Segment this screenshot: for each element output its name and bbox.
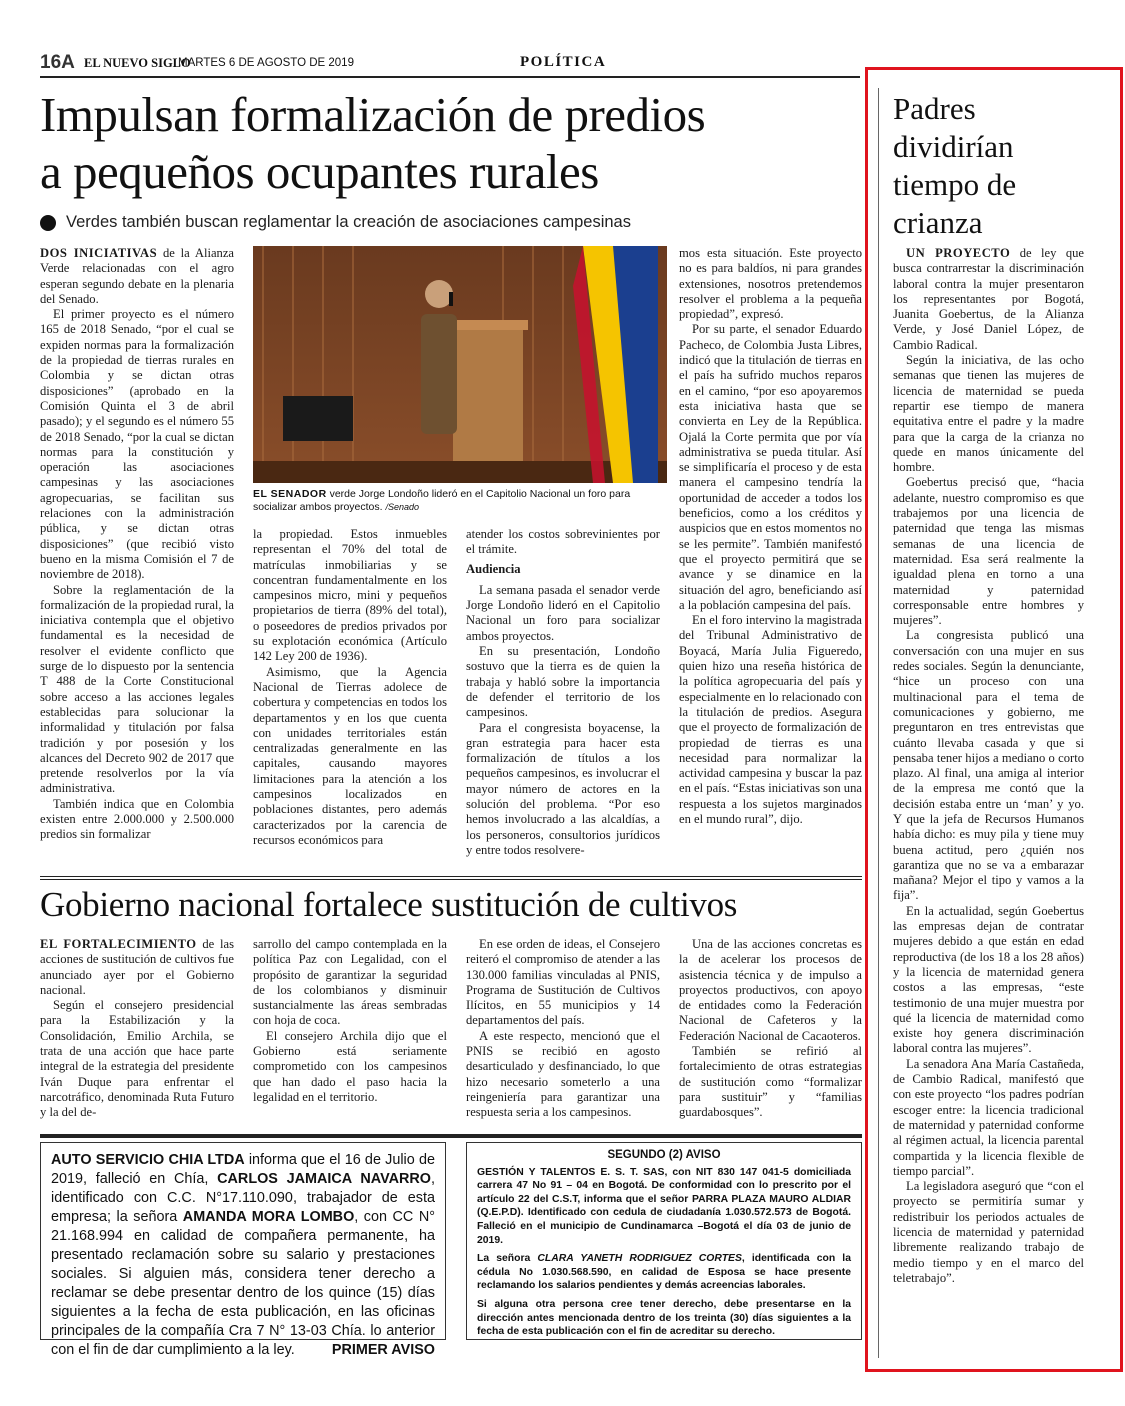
article1-paragraph: Para el congresista boyacense, la gran estrategia para hacer esta formalización de títulos a los pequeños campesinos, es involucrar el mayor número de actores en la solución del problema. “Por eso hemos involucrado a las alcaldías, a los personeros, consultorios jurídicos y entre todos resolvere- — [466, 720, 660, 857]
article1-lead: DOS INICIATIVAS — [40, 246, 158, 260]
article2-paragraph: Una de las acciones concretas es la de acelerar los procesos de asistencia técnica y de impulso a proyectos productivos, con apoyo de entidades como la Federación Nacional de Cafeteros y la Federación Nacional de Cacaoteros. — [679, 937, 862, 1043]
issue-date: MARTES 6 DE AGOSTO DE 2019 — [178, 57, 354, 69]
notice1-deceased: CARLOS JAMAICA NAVARRO — [217, 1171, 432, 1187]
article2-paragraph: En ese orden de ideas, el Consejero reiteró el compromiso de atender a las 130.000 familias vinculadas al PNIS, Programa de Sustitución de Cultivos Ilícitos, en 55 municipios y 14 departamentos del país. — [466, 937, 660, 1028]
article1-subheading: Audiencia — [466, 561, 521, 576]
article1-column-1 — [40, 246, 234, 843]
notice2-claimant: CLARA YANETH RODRIGUEZ CORTES — [537, 1253, 742, 1265]
notice2-id: 1.030.568.590 — [542, 1266, 609, 1278]
article1-paragraph: atender los costos sobrevinientes por el trámite. — [466, 527, 660, 557]
article2-column-3 — [466, 937, 660, 1121]
article1-subhead: Verdes también buscan reglamentar la creación de asociaciones campesinas — [66, 213, 631, 231]
sidebar-lead: UN PROYECTO — [906, 246, 1011, 260]
article1-headline-line1: Impulsan formalización de predios — [40, 87, 706, 142]
notice1-text: , con CC N° 21.168.994 en calidad de compañera permanente, ha presentado reclamación sobre su salario y prestaciones sociales. Si alguien más, considera tener derecho a reclamar se debe presentar dentro de los quince (15) días siguientes a la fecha de esta publicación, en las oficinas principales de la compañía Cra 7 N° 13-03 Chía. lo anterior con el fin de dar cumplimiento a la ley. — [51, 1209, 435, 1358]
article1-paragraph: En el foro intervino la magistrada del Tribunal Administrativo de Boyacá, María Julia Figueredo, quien hizo una reseña histórica de la política agropecuaria del país y especialmente en lo relacionado con la titulación de predios. Asegura que el proyecto de formalización de propiedad de tierras es una necesidad para normalizar la actividad campesina y buscar la paz en el país. “Estas iniciativas son una respuesta a los sujetos marginados en el mundo rural”, dijo. — [679, 613, 862, 826]
notice2-text: GESTIÓN Y TALENTOS E. S. T. SAS, con NIT 830 147 041-5 domiciliada carrera 47 No 91 – 04 en Bogotá. De conformidad con lo prescrito por el artículo 22 del C.S.T, informa que el señor — [477, 1166, 851, 1205]
notice2-text: La señora — [477, 1253, 538, 1265]
article1-paragraph: mos esta situación. Este proyecto no es para baldíos, ni para grandes extensiones, nosotros pretendemos resolver el problema a la pequeña propiedad”, expresó. — [679, 246, 862, 322]
page-number: 16A — [40, 52, 75, 73]
sidebar-paragraph: La legisladora aseguró que “con el proyecto se permitiría sumar y redistribuir los periodos actuales de licencia de maternidad y paternidad libremente realizando trabajo de medio tiempo y en el marco del teletrabajo”. — [893, 1179, 1084, 1285]
notice1-text: , identificado con C.C. N°17.110.090, trabajador de esta empresa; la señora — [51, 1171, 436, 1225]
notice2-text: . Identificado con cedula de ciudadanía — [520, 1207, 726, 1219]
article2-paragraph: También se refirió al fortalecimiento de otras estrategias de sustitución como “formalizar para sustituir” y “familias guardabosques”. — [679, 1044, 862, 1120]
photo-caption — [253, 488, 667, 514]
article1-paragraph: En su presentación, Londoño sostuvo que la tierra es de quien la trabaja y habló sobre la importancia de defender el territorio de los campesinos. — [466, 644, 660, 720]
sidebar-paragraph: La senadora Ana María Castañeda, de Cambio Radical, manifestó que con este proyecto “los padres podrían escoger entre: la licencia tradicional de maternidad y paternidad conforme al régimen actual, la licencia parental compartida y la licencia flexible de tiempo parcial”. — [893, 1056, 1084, 1178]
notice1-company: AUTO SERVICIO CHIA LTDA — [51, 1152, 245, 1168]
article1-column-4 — [679, 246, 862, 827]
photo-caption-text: verde Jorge Londoño lideró en el Capitolio Nacional un foro para socializar ambos proyectos. — [253, 488, 631, 513]
article1-headline-line2: a pequeños ocupantes rurales — [40, 144, 599, 199]
article1-paragraph: Por su parte, el senador Eduardo Pacheco, de Colombia Justa Libres, indicó que la titulación de tierras en el país ha sufrido muchos reparos en el camino, “por eso apoyaremos esta iniciativa hasta que se convierta en Ley de la República. Ojalá la Corte permita que por vía administrativa se pueda titular. Así se simplificaría el proceso y de esta manera el campesino tendría la oportunidad de acceder a todos los beneficios, como a los créditos y auspicios que en estos momentos no se les permite”. También manifestó que el proyecto permitirá que se avance y se dinamice en la situación del agro, beneficiando así a la población campesina del país. — [679, 322, 862, 612]
notice2-text: , identificada con la cédula No — [477, 1253, 851, 1278]
article1-paragraph: Sobre la reglamentación de la formalización de la propiedad rural, la iniciativa contempla que el objetivo fundamental es la necesidad de resolver el evidente conflicto que surge de lo dispuesto por la sentencia T 488 de la Corte Constitucional sobre acceso a las acciones legales establecidas para solucionar la informalidad y titulación por falsa tradición y por posesión y los alcances del Decreto 902 de 2017 que pretende resolverlos por la vía administrativa. — [40, 582, 234, 796]
article1-paragraph: Asimismo, que la Agencia Nacional de Tierras adolece de cobertura y competencias en todos los departamentos y en los que cuenta con unidades territoriales están centralizadas generalmente en las capitales, causando mayores limitaciones para la atención a los campesinos localizados en poblaciones distantes, pero además caracterizados por la carencia de recursos económicos para — [253, 664, 447, 847]
photo-credit: /Senado — [385, 502, 420, 512]
photo-caption-lead: EL SENADOR — [253, 488, 327, 500]
sidebar-text: de ley que busca contrarrestar la discriminación laboral contra la mujer presentaron los representantes por Bogotá, Juanita Goebertus, de la Alianza Verde, y José Daniel López, de Cambio Radical. — [893, 246, 1084, 352]
notices-top-rule — [40, 1134, 862, 1138]
bullet-icon — [40, 215, 56, 231]
notice1-text: informa que el 16 de Julio de 2019, falleció en Chía, — [51, 1152, 435, 1187]
sidebar-column-rule — [878, 88, 879, 1358]
senator-photo-illustration — [253, 246, 667, 483]
article1-paragraph: También indica que en Colombia existen entre 2.000.000 y 2.500.000 predios sin formalizar — [40, 796, 234, 842]
masthead-rule — [40, 76, 860, 78]
newspaper-name: EL NUEVO SIGLO — [84, 56, 191, 70]
article1-column-2 — [253, 527, 447, 848]
sidebar-paragraph: Goebertus precisó que, “hacia adelante, nuestro compromiso es que trabajemos por una licencia de paternidad que tenga las mismas semanas de una licencia de maternidad. Esa será realmente la igualdad plena en torno a una maternidad y paternidad corresponsable entre hombres y mujeres”. — [893, 475, 1084, 628]
notice2-title: SEGUNDO (2) AVISO — [607, 1149, 721, 1161]
article-divider — [40, 876, 862, 877]
article1-photo — [253, 246, 667, 483]
article1-headline — [40, 86, 705, 200]
article2-paragraph: A este respecto, mencionó que el PNIS se recibió en agosto desarticulado y desfinanciado, lo que hizo necesario someterlo a una reingeniería para garantizar una respuesta seria a los campesinos. — [466, 1028, 660, 1120]
article2-lead: EL FORTALECIMIENTO — [40, 937, 197, 951]
sidebar-paragraph: La congresista publicó una conversación con una mujer en sus redes sociales. Según la denunciante, “hice un proceso con una multinacional para el tema de comunicaciones y gobierno, me preguntaron en tres entrevistas que cuánto llevaba casada y que si pensaba tener hijos a mediano o corto plazo. Al final, una amiga al interior de la empresa me contó que la decisión estaba entre un ‘man’ y yo. Y que la jefa de Recursos Humanos había dicho: es muy pila y tiene muy buena actitud, pero ¿quién nos garantiza que no se va a embarazar mañana? Mejor el tipo y vamos a la fija”. — [893, 628, 1084, 903]
article1-column-3 — [466, 527, 660, 858]
sidebar-body — [893, 246, 1084, 1286]
notice1-claimant: AMANDA MORA LOMBO — [182, 1209, 355, 1225]
article2-text: de las acciones de sustitución de cultivos fue anunciado ayer por el Gobierno nacional. — [40, 937, 234, 997]
article2-paragraph: El consejero Archila dijo que el Gobierno está seriamente comprometido con los campesinos que han dado el paso hacia la legalidad en el territorio. — [253, 1028, 447, 1104]
notice2-deceased: PARRA PLAZA MAURO ALDIAR (Q.E.P.D) — [477, 1193, 851, 1219]
article2-column-1 — [40, 937, 234, 1121]
notice1-aviso-label: PRIMER AVISO — [331, 1342, 435, 1358]
sidebar-headline: Padres dividirían tiempo de crianza — [893, 91, 1017, 240]
notice2-text: de Bogotá. Falleció en el municipio de Cundinamarca –Bogotá el día 03 de junio de 2019. — [477, 1207, 851, 1246]
article1-paragraph: El primer proyecto es el número 165 de 2018 Senado, “por el cual se expiden normas para la formalización de la propiedad de tierras rurales en Colombia y se dictan otras disposiciones” (aprobado en la Comisión Quinta el 3 de abril pasado); y el segundo es el número 55 de 2018 Senado, “por la cual se dictan normas para la constitución y operación las asociaciones campesinas y las asociaciones agropecuarias, se facilitan sus relaciones con la administración pública, y se dictan otras disposiciones” (que recibió visto bueno en la misma Comisión el 7 de noviembre de 2018). — [40, 307, 234, 582]
notice-segundo-aviso — [466, 1142, 862, 1340]
article-divider — [40, 879, 862, 880]
article2-column-2 — [253, 937, 447, 1105]
article1-paragraph: la propiedad. Estos inmuebles representan el 70% del total de matrículas inmobiliarias y se concentran fundamentalmente en los campesinos micro, mini y pequeños propietarios de tierra (89% del total), o poseedores de predios privados por su explotación económica (Artículo 142 Ley 200 de 1936). — [253, 527, 447, 664]
notice-primer-aviso — [40, 1142, 446, 1358]
article2-headline: Gobierno nacional fortalece sustitución de cultivos — [40, 885, 738, 924]
article2-column-4 — [679, 937, 862, 1121]
notice2-text: Si alguna otra persona cree tener derecho, debe presentarse en la dirección antes mencionada dentro de los treinta (30) días siguientes a la fecha de esta publicación con el fin de acreditar su derecho. — [477, 1298, 851, 1338]
sidebar-paragraph: Según la iniciativa, de las ocho semanas que tienen las mujeres de licencia de maternidad se pueda repartir ese tiempo de manera equitativa entre el padre y la madre para que la carga de la crianza no quede en manos únicamente del hombre. — [893, 353, 1084, 475]
article2-paragraph: sarrollo del campo contemplada en la política Paz con Legalidad, con el propósito de garantizar la seguridad de los colombianos y disminuir sustancialmente las áreas sembradas con hoja de coca. — [253, 937, 447, 1028]
notice2-id: 1.030.572.573 — [725, 1207, 792, 1219]
notice2-text: , en calidad de Esposa se hace presente reclamando los salarios pendientes y demás acreencias laborales. — [477, 1266, 851, 1292]
sidebar-paragraph: En la actualidad, según Goebertus las empresas dejan de contratar mujeres debido a que están en edad reproductiva (de los 18 a los 28 años) y la licencia de maternidad genera costos a las empresas, “este testimonio de una mujer muestra por qué la licencia de maternidad como existe hoy genera discriminación laboral contra las mujeres”. — [893, 903, 1084, 1056]
article1-text: de la Alianza Verde relacionadas con el agro esperan segundo debate en la plenaria del Senado. — [40, 246, 235, 306]
article1-paragraph: La semana pasada el senador verde Jorge Londoño lideró en el Capitolio Nacional un foro para socializar ambos proyectos. — [466, 582, 660, 643]
section-name: POLÍTICA — [520, 54, 607, 70]
article2-paragraph: Según el consejero presidencial para la Estabilización y la Consolidación, Emilio Archila, se trata de una acción que hace parte integral de la estrategia del presidente Iván Duque para enfrentar el narcotráfico, denominada Ruta Futuro y la del de- — [40, 998, 234, 1120]
